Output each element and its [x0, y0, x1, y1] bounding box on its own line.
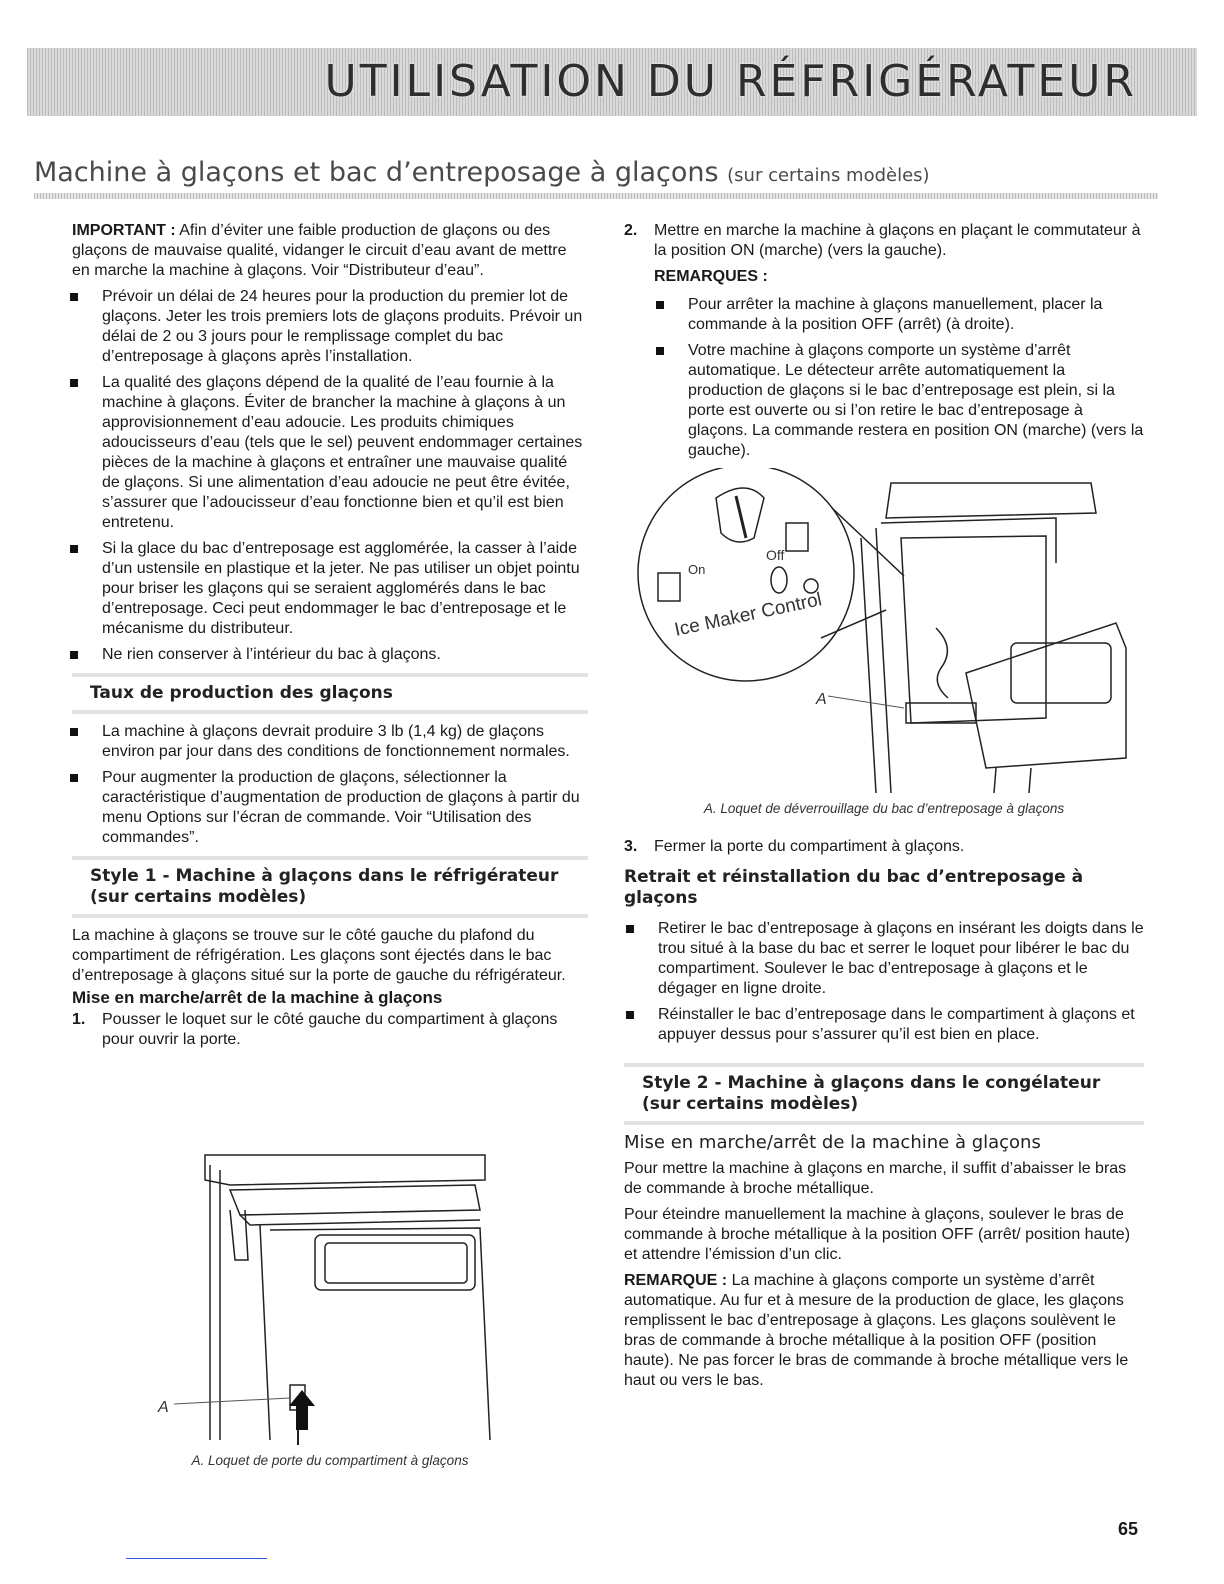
- section-title-sub: (sur certains modèles): [727, 165, 930, 186]
- bullet-icon: [70, 728, 78, 736]
- remarques-bullets: [654, 295, 1144, 461]
- step-2-text: Mettre en marche la machine à glaçons en plaçant le commutateur à la position ON (marche) (vers la gauche).: [654, 222, 1141, 259]
- remarque-paragraph: [624, 1271, 1144, 1391]
- bullet-icon: [626, 1011, 634, 1019]
- fig2-label: A: [816, 691, 827, 708]
- fig1-caption: A. Loquet de porte du compartiment à glaçons: [191, 1453, 469, 1468]
- list-item-text: Votre machine à glaçons comporte un système d’arrêt automatique. Le détecteur arrête automatiquement la production de glaçons si le bac d’entreposage est plein, si la porte est ouverte ou si l’on retire le bac d’entreposage à glaçons. La commande restera en position ON (marche) (vers la gauche).: [688, 342, 1144, 459]
- right-column-top: [624, 221, 1144, 467]
- list-item: [68, 645, 588, 665]
- onoff-heading: Mise en marche/arrêt de la machine à glaçons: [72, 988, 443, 1007]
- step-2-number: 2.: [624, 222, 638, 239]
- header-banner: [27, 48, 1197, 116]
- section-title: [34, 157, 930, 188]
- compartment-interior: [901, 536, 1046, 723]
- style2-onoff-heading: Mise en marche/arrêt de la machine à glaçons: [624, 1132, 1041, 1153]
- bullet-icon: [70, 651, 78, 659]
- removal-bullets: [624, 919, 1144, 1045]
- list-item: [68, 539, 588, 639]
- bullet-icon: [70, 774, 78, 782]
- zoom-circle: [638, 468, 854, 681]
- step-3-number: 3.: [624, 838, 638, 855]
- style1-text: La machine à glaçons se trouve sur le côté gauche du plafond du compartiment de réfrigération. Les glaçons sont éjectés dans le bac d’entreposage à glaçons situé sur la porte de gauche du réfrigérateur.: [72, 927, 566, 984]
- list-item-text: Pour augmenter la production de glaçons, sélectionner la caractéristique d’augmentation de production de glaçons à partir du menu Options sur l’écran de commande. Voir “Utilisation des commandes”.: [102, 769, 580, 846]
- list-item-text: Ne rien conserver à l’intérieur du bac à glaçons.: [102, 646, 441, 663]
- list-item-text: Retirer le bac d’entreposage à glaçons en insérant les doigts dans le trou situé à la base du bac et serrer le loquet pour libérer le bac du compartiment. Soulever le bac d’entreposage à glaçons et le dégager en ligne droite.: [658, 920, 1144, 997]
- list-item: [68, 373, 588, 533]
- bullet-icon: [656, 301, 664, 309]
- style1-heading: Style 1 - Machine à glaçons dans le réfrigérateur (sur certains modèles): [72, 856, 588, 918]
- list-item-text: Prévoir un délai de 24 heures pour la production du premier lot de glaçons. Jeter les trois premiers lots de glaçons produits. Prévoir un délai de 2 ou 3 jours pour le remplissage complet du bac d’entreposage à glaçons après l’installation.: [102, 288, 583, 365]
- bullet-icon: [626, 925, 634, 933]
- important-text: Afin d’éviter une faible production de glaçons ou des glaçons de mauvaise qualité, vidanger le circuit d’eau avant de mettre en marche la machine à glaçons. Voir “Distributeur d’eau”.: [72, 222, 567, 279]
- page-number: 65: [1118, 1519, 1139, 1539]
- list-item: [624, 1005, 1144, 1045]
- remarques-label: REMARQUES :: [654, 268, 768, 285]
- list-item-text: Si la glace du bac d’entreposage est agglomérée, la casser à l’aide d’un ustensile en plastique et la jeter. Ne pas utiliser un objet pointu pour briser les glaçons qui se seraient agglomérés dans le bac d’entreposage. Ceci peut endommager le bac d’entreposage et le mécanisme du distributeur.: [102, 540, 580, 637]
- list-item-text: Réinstaller le bac d’entreposage dans le compartiment à glaçons et appuyer dessus pour s’assurer qu’il est bien en place.: [658, 1006, 1135, 1043]
- bullet-icon: [70, 293, 78, 301]
- right-column-bottom: [624, 837, 1144, 1397]
- list-item: [624, 919, 1144, 999]
- ice-maker-control-figure: [636, 468, 1136, 798]
- banner-title: UTILISATION DU RÉFRIGÉRATEUR: [324, 56, 1137, 107]
- ice-compartment-door-figure: [150, 1150, 510, 1448]
- bullet-icon: [70, 545, 78, 553]
- rate-bullets: [68, 722, 588, 848]
- fig2-caption: A. Loquet de déverrouillage du bac d’entreposage à glaçons: [703, 801, 1065, 816]
- remarque-label: REMARQUE :: [624, 1272, 728, 1289]
- list-item: [68, 722, 588, 762]
- important-label: IMPORTANT :: [72, 222, 176, 239]
- style2-paragraph-1: Pour mettre la machine à glaçons en marche, il suffit d’abaisser le bras de commande à broche métallique.: [624, 1160, 1127, 1197]
- important-paragraph: [72, 221, 588, 281]
- step-3-text: Fermer la porte du compartiment à glaçons.: [654, 838, 965, 855]
- fridge-top: [886, 483, 1096, 518]
- fig2-control-label: Ice Maker Control: [672, 589, 824, 641]
- title-rule: [34, 193, 1158, 199]
- bin-latch: [906, 703, 976, 723]
- rate-heading: Taux de production des glaçons: [72, 673, 588, 714]
- style2-heading: Style 2 - Machine à glaçons dans le congélateur (sur certains modèles): [624, 1063, 1144, 1125]
- section-title-main: Machine à glaçons et bac d’entreposage à glaçons: [34, 157, 719, 188]
- step-1: [72, 1010, 588, 1050]
- off-switch: [771, 567, 787, 593]
- list-item: [654, 341, 1144, 461]
- hinge: [230, 1210, 248, 1260]
- list-item: [68, 287, 588, 367]
- intro-bullets: [68, 287, 588, 665]
- step-1-text: Pousser le loquet sur le côté gauche du compartiment à glaçons pour ouvrir la porte.: [102, 1011, 558, 1048]
- list-item: [68, 768, 588, 848]
- fig2-off-label: Off: [766, 547, 785, 563]
- list-item-text: La machine à glaçons devrait produire 3 lb (1,4 kg) de glaçons environ par jour dans des conditions de fonctionnement normales.: [102, 723, 570, 760]
- door-left-edge: [260, 1225, 270, 1440]
- fig1-label: A: [158, 1399, 169, 1416]
- bullet-icon: [70, 379, 78, 387]
- style2-paragraph-2: Pour éteindre manuellement la machine à glaçons, soulever le bras de commande à broche métallique à la position OFF (arrêt/ position haute) et attendre l’émission d’un clic.: [624, 1206, 1131, 1263]
- bullet-icon: [656, 347, 664, 355]
- list-item-text: La qualité des glaçons dépend de la qualité de l’eau fournie à la machine à glaçons. Éviter de brancher la machine à glaçons à un approvisionnement d’eau adoucie. Les produits chimiques adoucisseurs d’eau (tels que le sel) peuvent endommager certaines pièces de la machine à glaçons et entraîner une mauvaise qualité de glaçons. Si une alimentation d’eau adoucie ne peut être évitée, s’assurer que l’adoucisseur d’eau fonctionne bien et qu’il est bien entretenu.: [102, 374, 583, 531]
- door-frame-top: [230, 1185, 480, 1215]
- step-1-number: 1.: [72, 1011, 86, 1028]
- compartment-top: [205, 1155, 485, 1185]
- removal-heading: Retrait et réinstallation du bac d’entreposage à glaçons: [624, 863, 1144, 913]
- remarque-text: La machine à glaçons comporte un système d’arrêt automatique. Au fur et à mesure de la production de glace, les glaçons remplissent le bac d’entreposage à glaçons. Les glaçons soulèvent le bras de commande à broche métallique à la position OFF (position haute). Ne pas forcer le bras de commande à broche métallique vers le haut ou vers le bas.: [624, 1272, 1129, 1389]
- step-2: [624, 221, 1144, 261]
- footer-line: [126, 1558, 267, 1559]
- list-item: [654, 295, 1144, 335]
- step-3: [624, 837, 1144, 857]
- fig2-on-label: On: [688, 562, 706, 577]
- left-column: [72, 221, 588, 1056]
- list-item-text: Pour arrêter la machine à glaçons manuellement, placer la commande à la position OFF (arrêt) (à droite).: [688, 296, 1103, 333]
